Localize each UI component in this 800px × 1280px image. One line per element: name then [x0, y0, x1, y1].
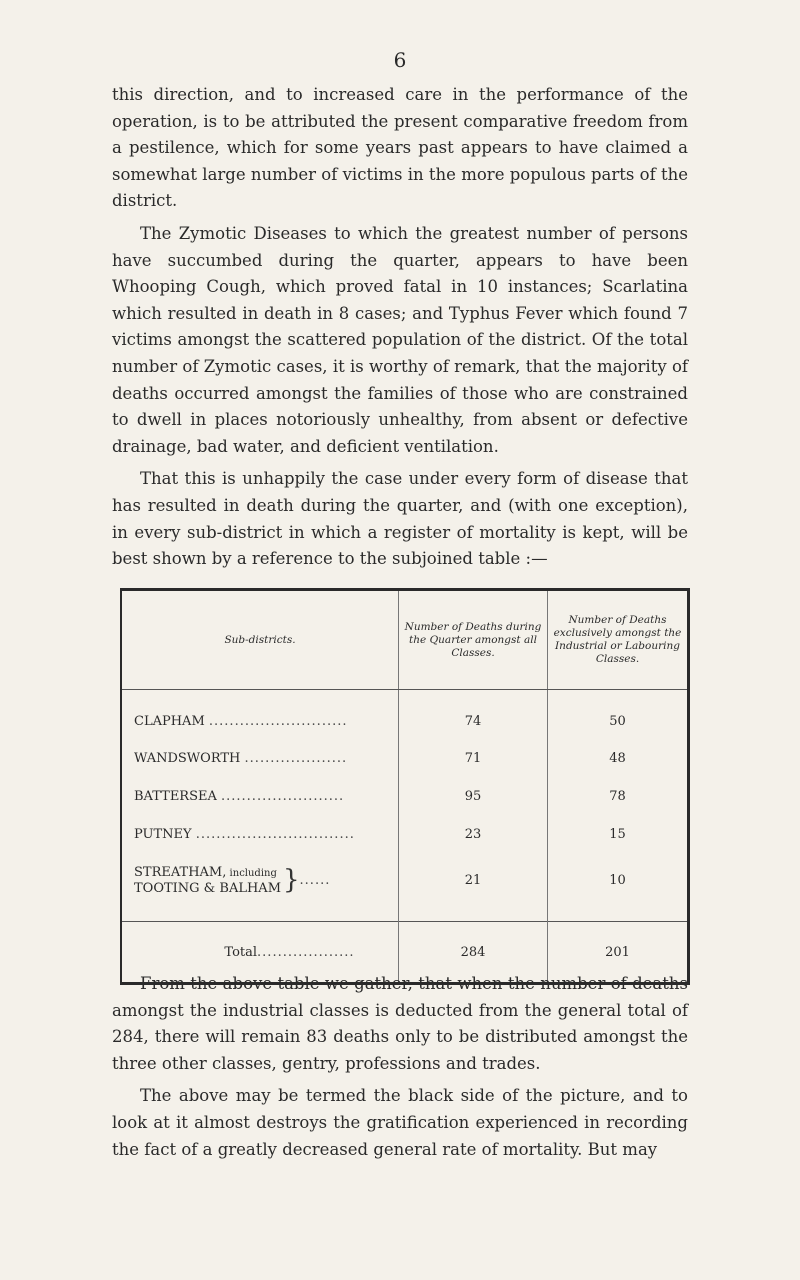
row-deaths-industrial: 50 [548, 690, 689, 740]
paragraph-5: The above may be termed the black side of the picture, and to look at it almost destroys the gratification experienced in recording the fact of a greatly decreased general rate of mortality. But may [112, 1086, 688, 1159]
page-number: 6 [393, 48, 407, 72]
table-row [121, 815, 689, 853]
paragraph-4: From the above table we gather, that when the number of deaths amongst the industrial classes is deducted from the general total of 284, there will remain 83 deaths only to be distributed amongst the three other classes, gentry, professions and trades. [112, 974, 688, 1073]
row-deaths-industrial: 15 [548, 815, 689, 853]
header-deaths-all-classes: Number of Deaths during the Quarter amongst all Classes. [399, 590, 548, 690]
table-row [121, 739, 689, 777]
paragraph-1: this direction, and to increased care in the performance of the operation, is to be attributed the present comparative freedom from a pestilence, which for some years past appears to have claimed a somewhat large number of victims in the more populous parts of the district. [112, 85, 688, 211]
paragraph-2: The Zymotic Diseases to which the greatest number of persons have succumbed during the quarter, appears to have been Whooping Cough, which proved fatal in 10 instances; Scarlatina which resulted in death in 8 cases; and Typhus Fever which found 7 victims amongst the scattered population of the district. Of the total number of Zymotic cases, it is worthy of remark, that the majority of deaths occurred amongst the families of those who are constrained to dwell in places notoriously unhealthy, from absent or defective drainage, bad water, and deficient ventilation. [112, 223, 688, 456]
table-row [121, 853, 689, 907]
table-header-row [121, 590, 689, 690]
dot-leader: .................... [244, 750, 348, 766]
header-sub-districts: Sub-districts. [121, 590, 399, 690]
streatham-line2: TOOTING & BALHAM [134, 880, 281, 896]
dot-leader: ...... [299, 872, 331, 888]
total-deaths-all: 284 [399, 922, 548, 984]
table-row [121, 690, 689, 740]
row-deaths-all: 71 [399, 739, 548, 777]
streatham-line1: STREATHAM, [134, 864, 227, 880]
total-label: Total [224, 944, 258, 960]
row-name: PUTNEY [134, 826, 192, 842]
row-deaths-all: 74 [399, 690, 548, 740]
dot-leader: ................... [257, 944, 355, 960]
table-row [121, 777, 689, 815]
streatham-including: including [226, 867, 277, 879]
row-deaths-industrial: 78 [548, 777, 689, 815]
body-text-bottom [112, 971, 688, 1163]
row-deaths-all: 21 [399, 853, 548, 907]
total-deaths-industrial: 201 [548, 922, 689, 984]
mortality-table-grid [120, 588, 690, 985]
right-brace-icon: } [283, 865, 300, 895]
dot-leader: ........................ [221, 788, 345, 804]
row-name: CLAPHAM [134, 713, 205, 729]
row-deaths-all: 23 [399, 815, 548, 853]
row-deaths-all: 95 [399, 777, 548, 815]
row-name: WANDSWORTH [134, 750, 241, 766]
table-spacer [121, 907, 689, 922]
mortality-table [120, 588, 690, 968]
paragraph-3: That this is unhappily the case under every form of disease that has resulted in death during the quarter, and (with one exception), in every sub-district in which a register of mortality is kept, will be best shown by a reference to the subjoined table :— [112, 469, 688, 569]
body-text-top [112, 82, 688, 573]
row-deaths-industrial: 48 [548, 739, 689, 777]
row-name-streatham [134, 865, 281, 896]
row-deaths-industrial: 10 [548, 853, 689, 907]
dot-leader: ........................... [208, 713, 348, 729]
row-name: BATTERSEA [134, 788, 217, 804]
header-deaths-industrial: Number of Deaths exclusively amongst the Industrial or Labouring Classes. [548, 590, 689, 690]
dot-leader: ............................... [195, 826, 355, 842]
